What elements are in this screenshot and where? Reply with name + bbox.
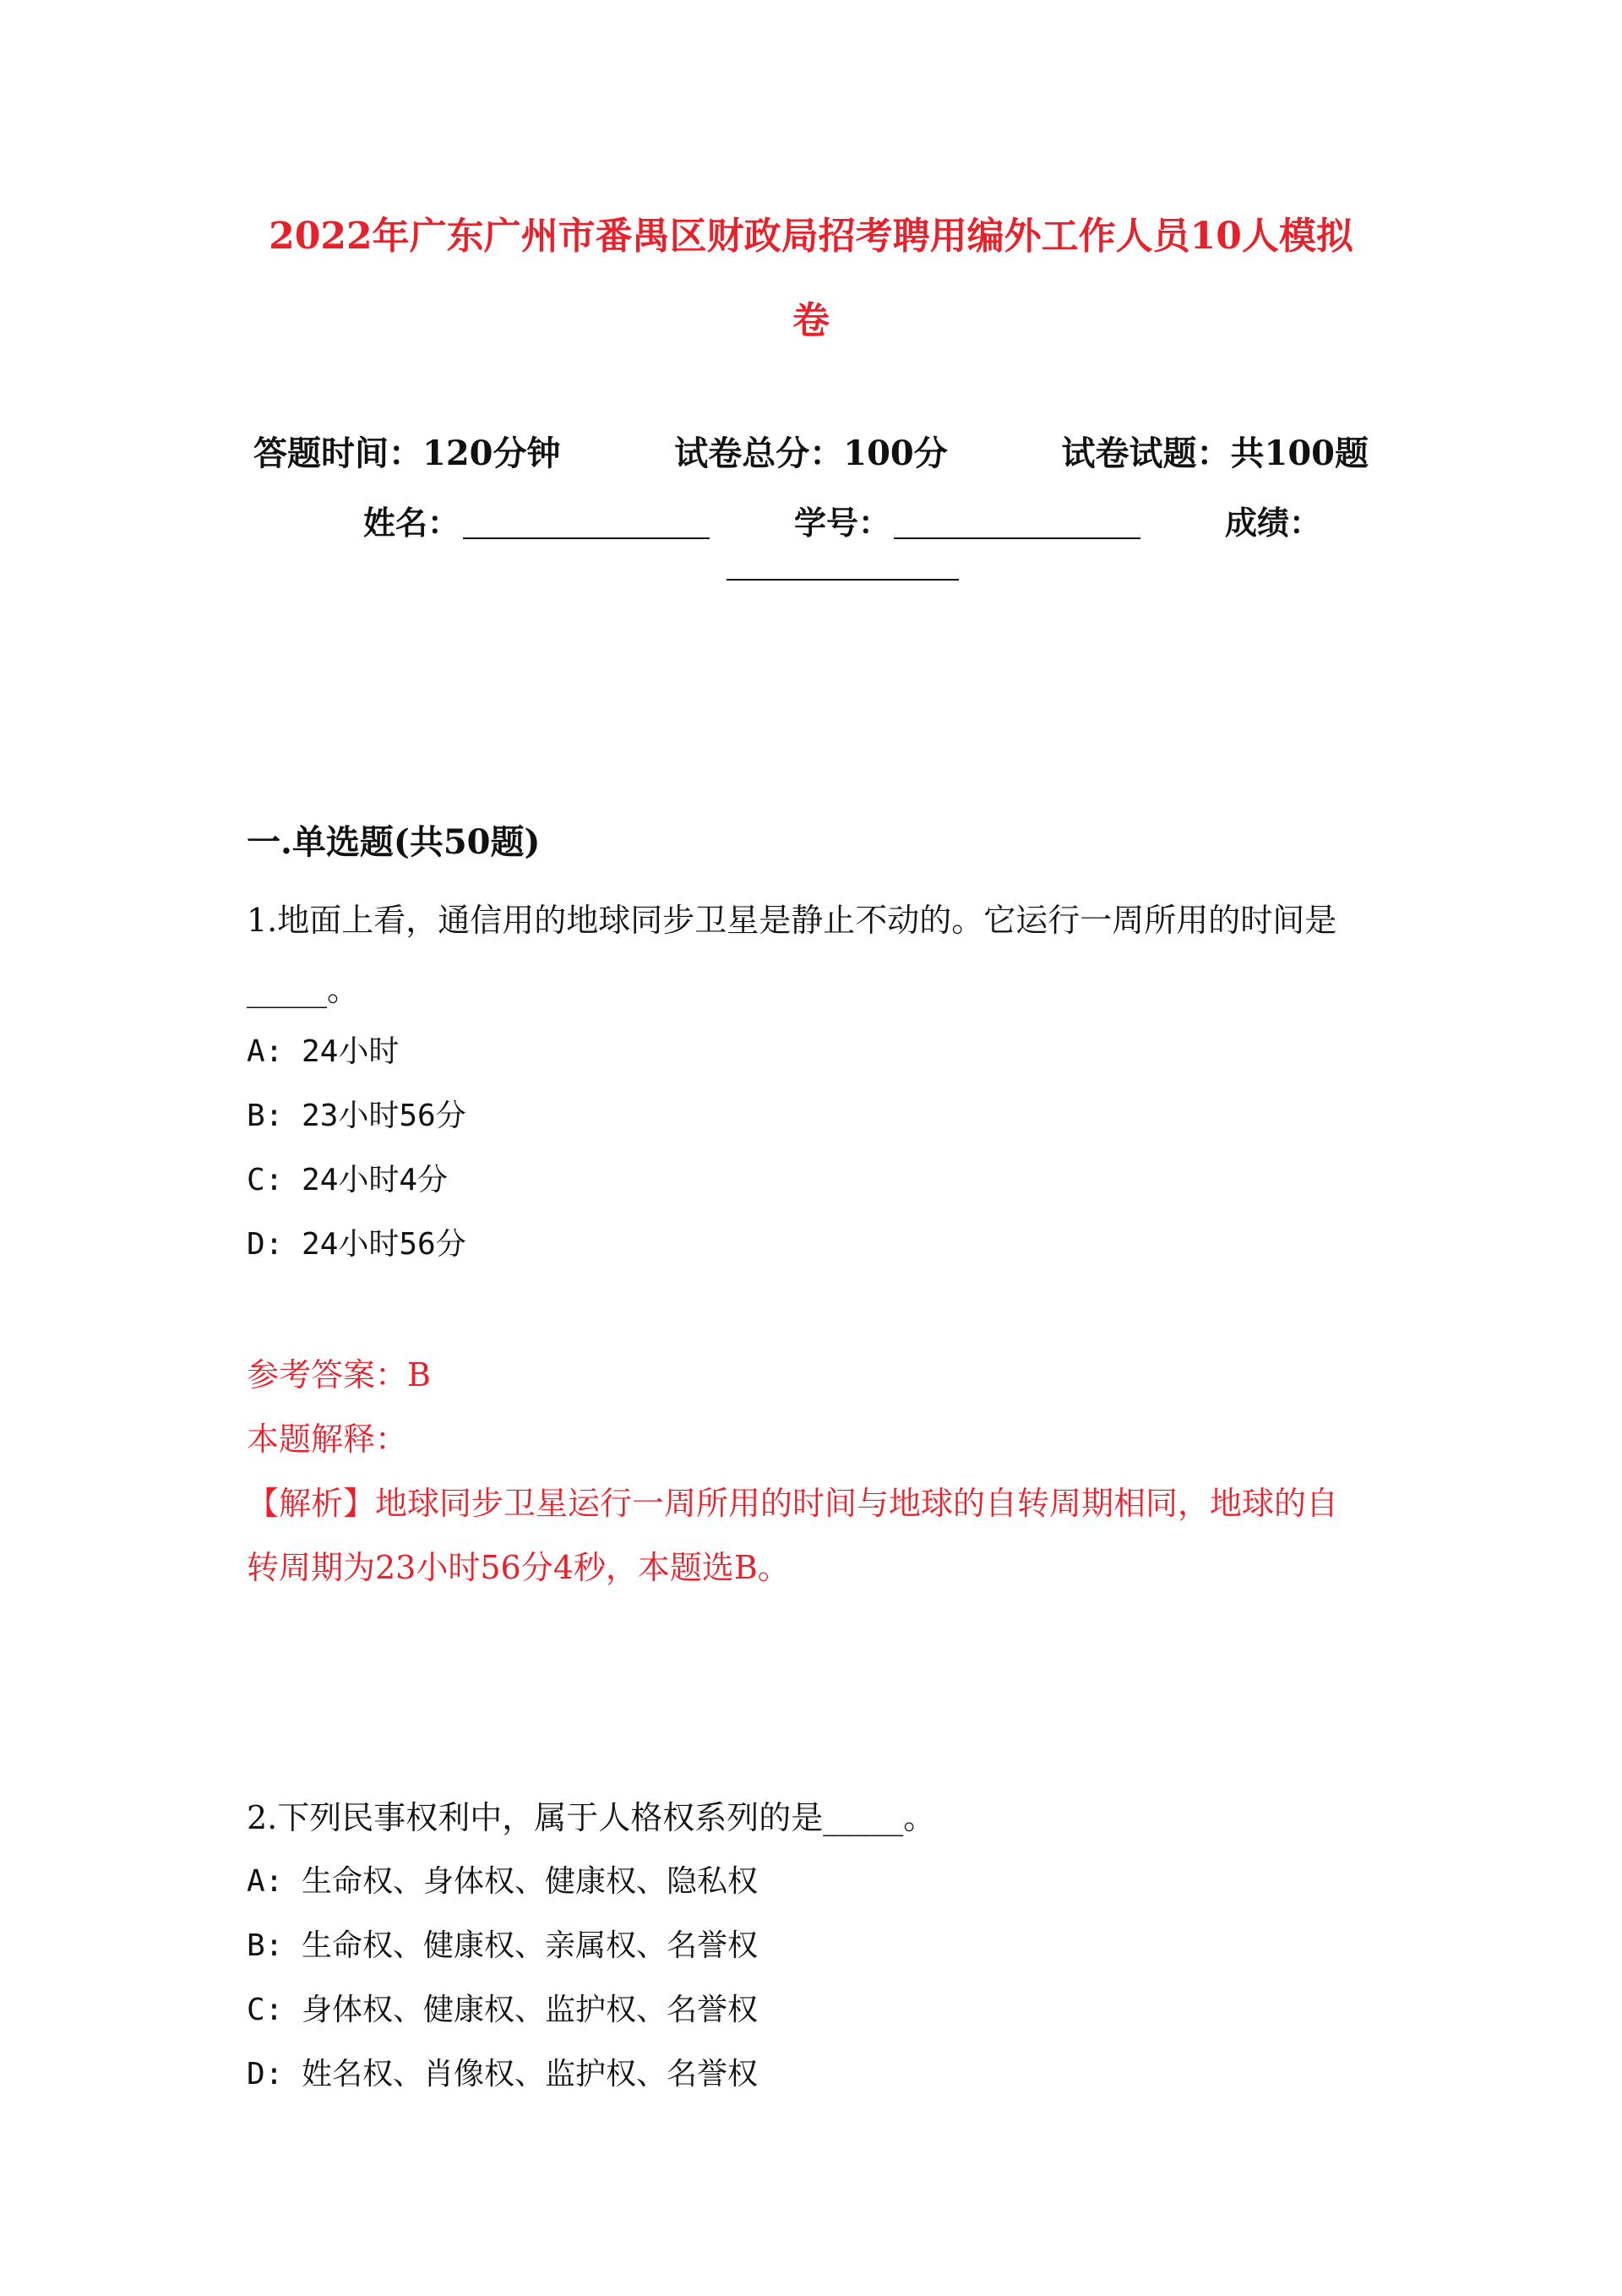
question-1-explanation-continued: 转周期为23小时56分4秒，本题选B。 <box>247 1549 790 1586</box>
name-blank <box>463 537 710 539</box>
exam-title: 2022年广东广州市番禺区财政局招考聘用编外工作人员10人模拟 <box>269 215 1353 258</box>
question-1-explanation-label: 本题解释： <box>247 1421 408 1458</box>
question-1-option-a: A: 24小时 <box>247 1034 400 1069</box>
student-id-blank <box>894 537 1140 539</box>
question-2-option-c: C: 身体权、健康权、监护权、名誉权 <box>247 1993 759 2027</box>
section-heading: 一.单选题(共50题) <box>247 822 541 862</box>
exam-title-continued: 卷 <box>792 299 830 342</box>
question-2-option-d: D: 姓名权、肖像权、监护权、名誉权 <box>247 2057 759 2091</box>
question-2-stem: 2.下列民事权利中，属于人格权系列的是_____。 <box>247 1799 936 1836</box>
exam-time: 答题时间：120分钟 <box>253 434 561 473</box>
question-1-answer: 参考答案：B <box>247 1356 431 1393</box>
question-1-option-d: D: 24小时56分 <box>247 1227 466 1262</box>
question-1-explanation: 【解析】地球同步卫星运行一周所用的时间与地球的自转周期相同，地球的自 <box>247 1485 1339 1522</box>
student-id-label: 学号： <box>794 504 891 542</box>
exam-question-count: 试卷试题：共100题 <box>1061 434 1369 473</box>
exam-total-score: 试卷总分：100分 <box>674 434 948 473</box>
score-label: 成绩： <box>1225 504 1322 542</box>
question-1-stem-continued: _____。 <box>247 971 360 1008</box>
exam-meta <box>253 427 1369 475</box>
question-1-option-c: C: 24小时4分 <box>247 1163 449 1197</box>
question-2-option-b: B: 生命权、健康权、亲属权、名誉权 <box>247 1928 759 1963</box>
score-blank <box>727 579 959 581</box>
name-label: 姓名： <box>363 504 460 542</box>
question-2-option-a: A: 生命权、身体权、健康权、隐私权 <box>247 1864 759 1899</box>
question-1-option-b: B: 23小时56分 <box>247 1099 466 1133</box>
question-1-stem: 1.地面上看，通信用的地球同步卫星是静止不动的。它运行一周所用的时间是 <box>247 902 1337 939</box>
